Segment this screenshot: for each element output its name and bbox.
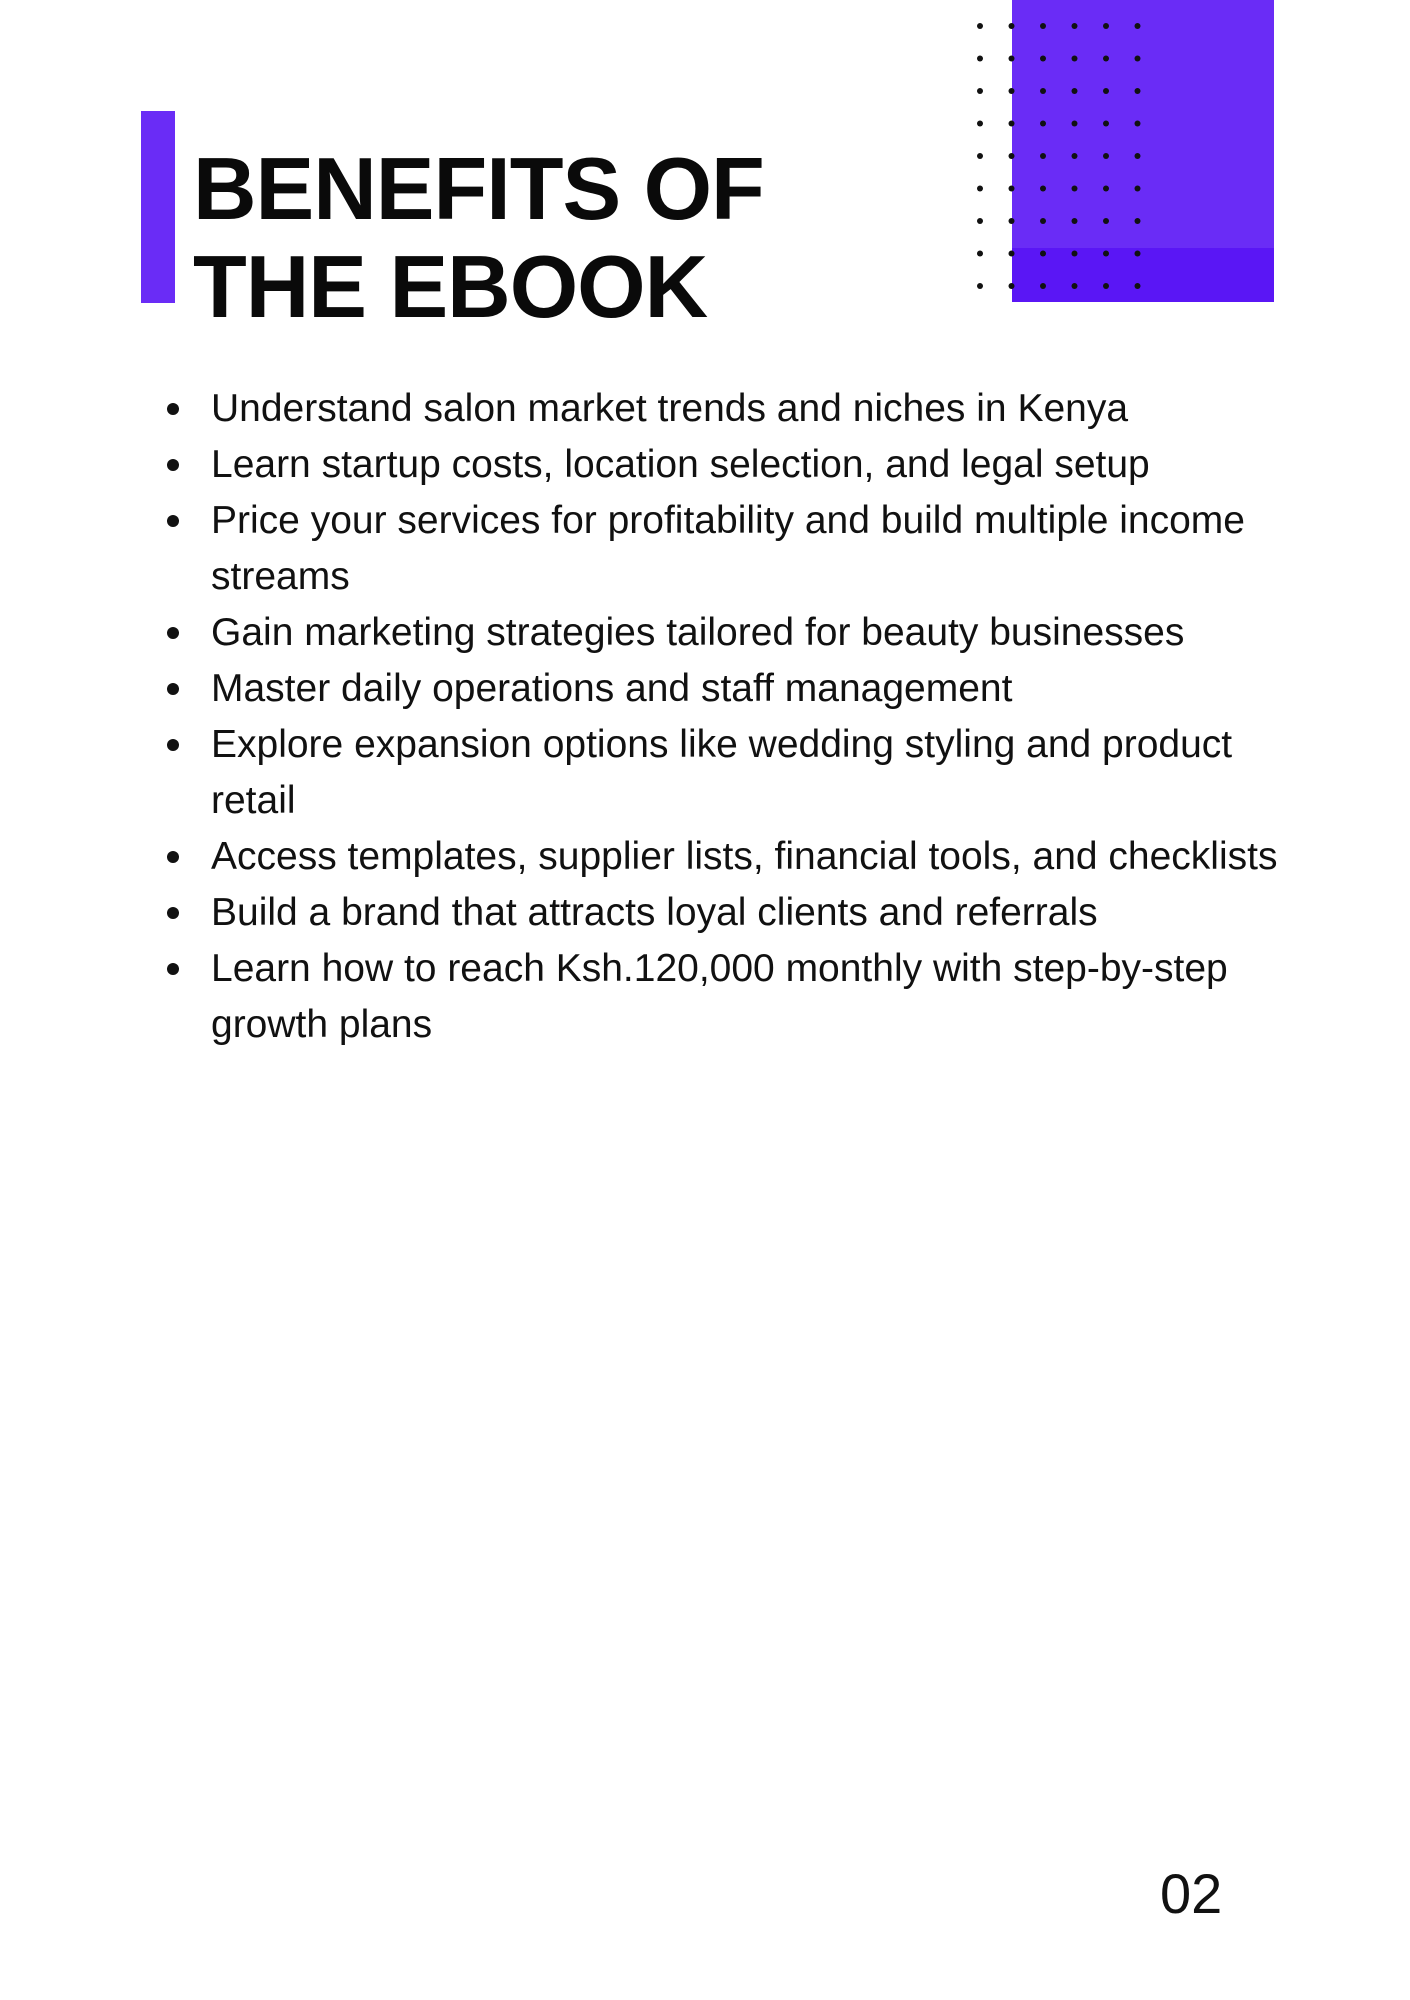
grid-dot bbox=[1072, 186, 1078, 192]
grid-dot bbox=[1040, 56, 1046, 62]
grid-dot bbox=[1072, 56, 1078, 62]
title-accent-bar bbox=[141, 111, 175, 303]
grid-dot bbox=[1040, 153, 1046, 159]
list-item bbox=[163, 941, 1293, 1053]
list-item bbox=[163, 829, 1293, 885]
grid-dot bbox=[1072, 251, 1078, 257]
list-item bbox=[163, 381, 1293, 437]
list-item-text: Access templates, supplier lists, financial tools, and checklists bbox=[211, 835, 1278, 878]
bullet-icon bbox=[167, 515, 179, 527]
grid-dot bbox=[1103, 218, 1109, 224]
grid-dot bbox=[1072, 121, 1078, 127]
grid-dot bbox=[977, 121, 983, 127]
grid-dot bbox=[1040, 218, 1046, 224]
page-number: 02 bbox=[1160, 1862, 1223, 1925]
grid-dot bbox=[1135, 251, 1141, 257]
grid-dot bbox=[1009, 23, 1015, 29]
grid-dot bbox=[1009, 153, 1015, 159]
list-item-text: Price your services for profitability and build multiple income streams bbox=[211, 499, 1245, 598]
grid-dot bbox=[1103, 153, 1109, 159]
grid-dot bbox=[1103, 121, 1109, 127]
list-item-text: Learn startup costs, location selection, and legal setup bbox=[211, 443, 1150, 486]
grid-dot bbox=[1135, 88, 1141, 94]
page-title: BENEFITS OF THE EBOOK bbox=[193, 139, 764, 336]
grid-dot bbox=[1040, 186, 1046, 192]
dot-grid-icon bbox=[975, 18, 1155, 298]
grid-dot bbox=[1103, 23, 1109, 29]
grid-dot bbox=[1135, 56, 1141, 62]
grid-dot bbox=[1135, 23, 1141, 29]
bullet-icon bbox=[167, 851, 179, 863]
grid-dot bbox=[1040, 23, 1046, 29]
grid-dot bbox=[1135, 121, 1141, 127]
list-item bbox=[163, 437, 1293, 493]
grid-dot bbox=[1072, 218, 1078, 224]
grid-dot bbox=[1072, 153, 1078, 159]
grid-dot bbox=[1009, 88, 1015, 94]
bullet-icon bbox=[167, 459, 179, 471]
grid-dot bbox=[1103, 88, 1109, 94]
list-item-text: Gain marketing strategies tailored for beauty businesses bbox=[211, 611, 1185, 654]
grid-dot bbox=[1040, 121, 1046, 127]
list-item-text: Explore expansion options like wedding styling and product retail bbox=[211, 723, 1233, 822]
grid-dot bbox=[1072, 88, 1078, 94]
grid-dot bbox=[977, 56, 983, 62]
grid-dot bbox=[977, 218, 983, 224]
grid-dot bbox=[1135, 218, 1141, 224]
list-item-text: Learn how to reach Ksh.120,000 monthly with step-by-step growth plans bbox=[211, 947, 1228, 1046]
grid-dot bbox=[1072, 23, 1078, 29]
bullet-icon bbox=[167, 739, 179, 751]
grid-dot bbox=[1040, 88, 1046, 94]
grid-dot bbox=[1135, 186, 1141, 192]
grid-dot bbox=[977, 283, 983, 289]
bullet-icon bbox=[167, 907, 179, 919]
list-item-text: Master daily operations and staff management bbox=[211, 667, 1013, 710]
list-item bbox=[163, 661, 1293, 717]
grid-dot bbox=[977, 251, 983, 257]
grid-dot bbox=[1135, 283, 1141, 289]
bullet-icon bbox=[167, 403, 179, 415]
grid-dot bbox=[1009, 218, 1015, 224]
list-item bbox=[163, 493, 1293, 605]
list-item bbox=[163, 605, 1293, 661]
bullet-icon bbox=[167, 963, 179, 975]
grid-dot bbox=[1040, 251, 1046, 257]
bullet-icon bbox=[167, 627, 179, 639]
benefits-list bbox=[163, 381, 1293, 1053]
list-item-text: Build a brand that attracts loyal clients and referrals bbox=[211, 891, 1098, 934]
grid-dot bbox=[1103, 251, 1109, 257]
grid-dot bbox=[1103, 56, 1109, 62]
grid-dot bbox=[1103, 186, 1109, 192]
grid-dot bbox=[1009, 283, 1015, 289]
list-item-text: Understand salon market trends and niches in Kenya bbox=[211, 387, 1129, 430]
bullet-icon bbox=[167, 683, 179, 695]
grid-dot bbox=[977, 23, 983, 29]
grid-dot bbox=[1040, 283, 1046, 289]
grid-dot bbox=[1009, 186, 1015, 192]
grid-dot bbox=[1009, 56, 1015, 62]
grid-dot bbox=[977, 88, 983, 94]
grid-dot bbox=[977, 186, 983, 192]
grid-dot bbox=[1135, 153, 1141, 159]
grid-dot bbox=[1009, 251, 1015, 257]
list-item bbox=[163, 717, 1293, 829]
grid-dot bbox=[1103, 283, 1109, 289]
grid-dot bbox=[1072, 283, 1078, 289]
list-item bbox=[163, 885, 1293, 941]
grid-dot bbox=[1009, 121, 1015, 127]
grid-dot bbox=[977, 153, 983, 159]
